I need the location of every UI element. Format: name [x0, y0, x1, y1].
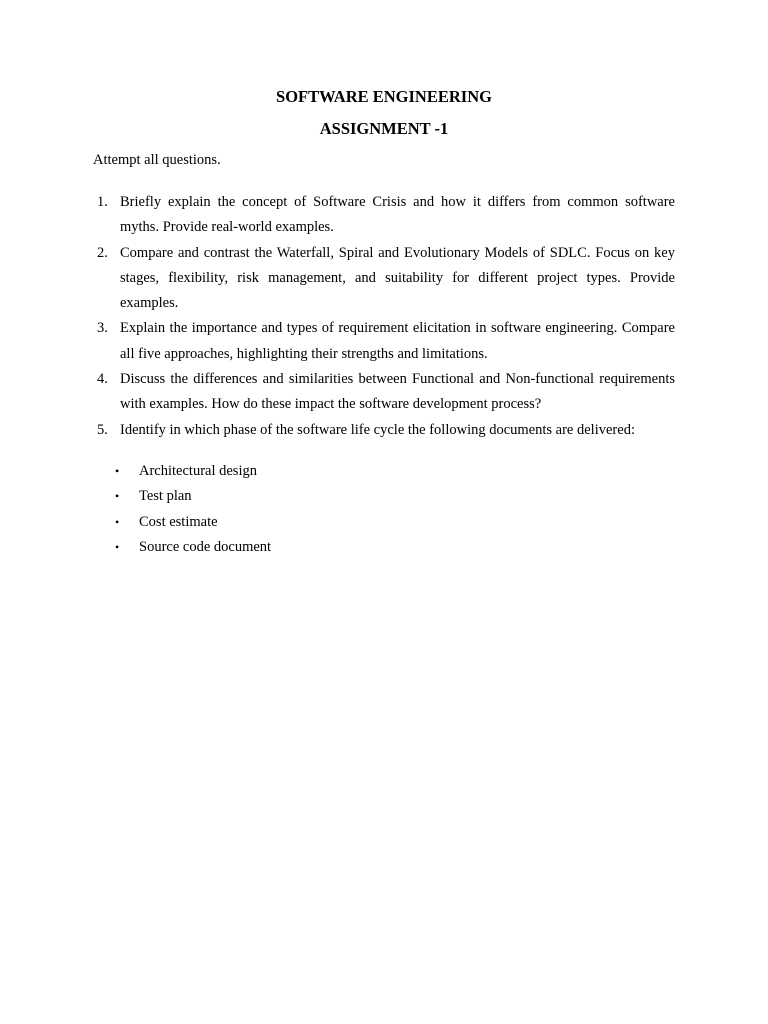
- question-text: Identify in which phase of the software life cycle the following documents are delivered:: [120, 421, 635, 438]
- bullet-icon: •: [115, 539, 120, 554]
- question-list: [93, 190, 675, 443]
- instruction-text: Attempt all questions.: [93, 152, 221, 168]
- deliverable-item: [111, 484, 271, 509]
- deliverable-item: [111, 535, 271, 560]
- bullet-icon: •: [115, 464, 120, 478]
- bullet-icon: •: [115, 489, 120, 504]
- deliverable-text: Test plan: [139, 488, 192, 505]
- bullet-icon: •: [115, 514, 120, 529]
- question-item: [93, 367, 675, 418]
- question-item: [93, 316, 675, 367]
- assignment-heading: ASSIGNMENT -1: [319, 119, 449, 138]
- deliverable-text: Source code document: [139, 538, 272, 555]
- question-number: 3.: [97, 320, 108, 337]
- question-number: 5.: [97, 421, 108, 438]
- question-text: Explain the importance and types of requirement elicitation in software engineering. Compare all five approaches, highlighting their strengths and limitations.: [120, 320, 675, 362]
- question-number: 4.: [97, 371, 108, 388]
- question-text: Compare and contrast the Waterfall, Spiral and Evolutionary Models of SDLC. Focus on key stages, flexibility, risk management, and suitability for different project types. Provide examples.: [120, 244, 675, 312]
- document-title: SOFTWARE ENGINEERING: [276, 87, 492, 106]
- deliverable-text: Cost estimate: [139, 513, 218, 530]
- question-number: 1.: [97, 194, 108, 210]
- question-number: 2.: [97, 244, 108, 261]
- deliverable-item: [111, 510, 271, 535]
- deliverables-list: [111, 459, 271, 560]
- deliverable-item: [111, 459, 271, 484]
- question-item: [93, 418, 675, 443]
- question-item: [93, 190, 675, 241]
- question-item: [93, 241, 675, 317]
- question-text: Discuss the differences and similarities between Functional and Non-functional requirements with examples. How do these impact the software development process?: [120, 371, 675, 413]
- question-text: Briefly explain the concept of Software Crisis and how it differs from common software myths. Provide real-world examples.: [120, 194, 675, 236]
- deliverable-text: Architectural design: [139, 463, 257, 479]
